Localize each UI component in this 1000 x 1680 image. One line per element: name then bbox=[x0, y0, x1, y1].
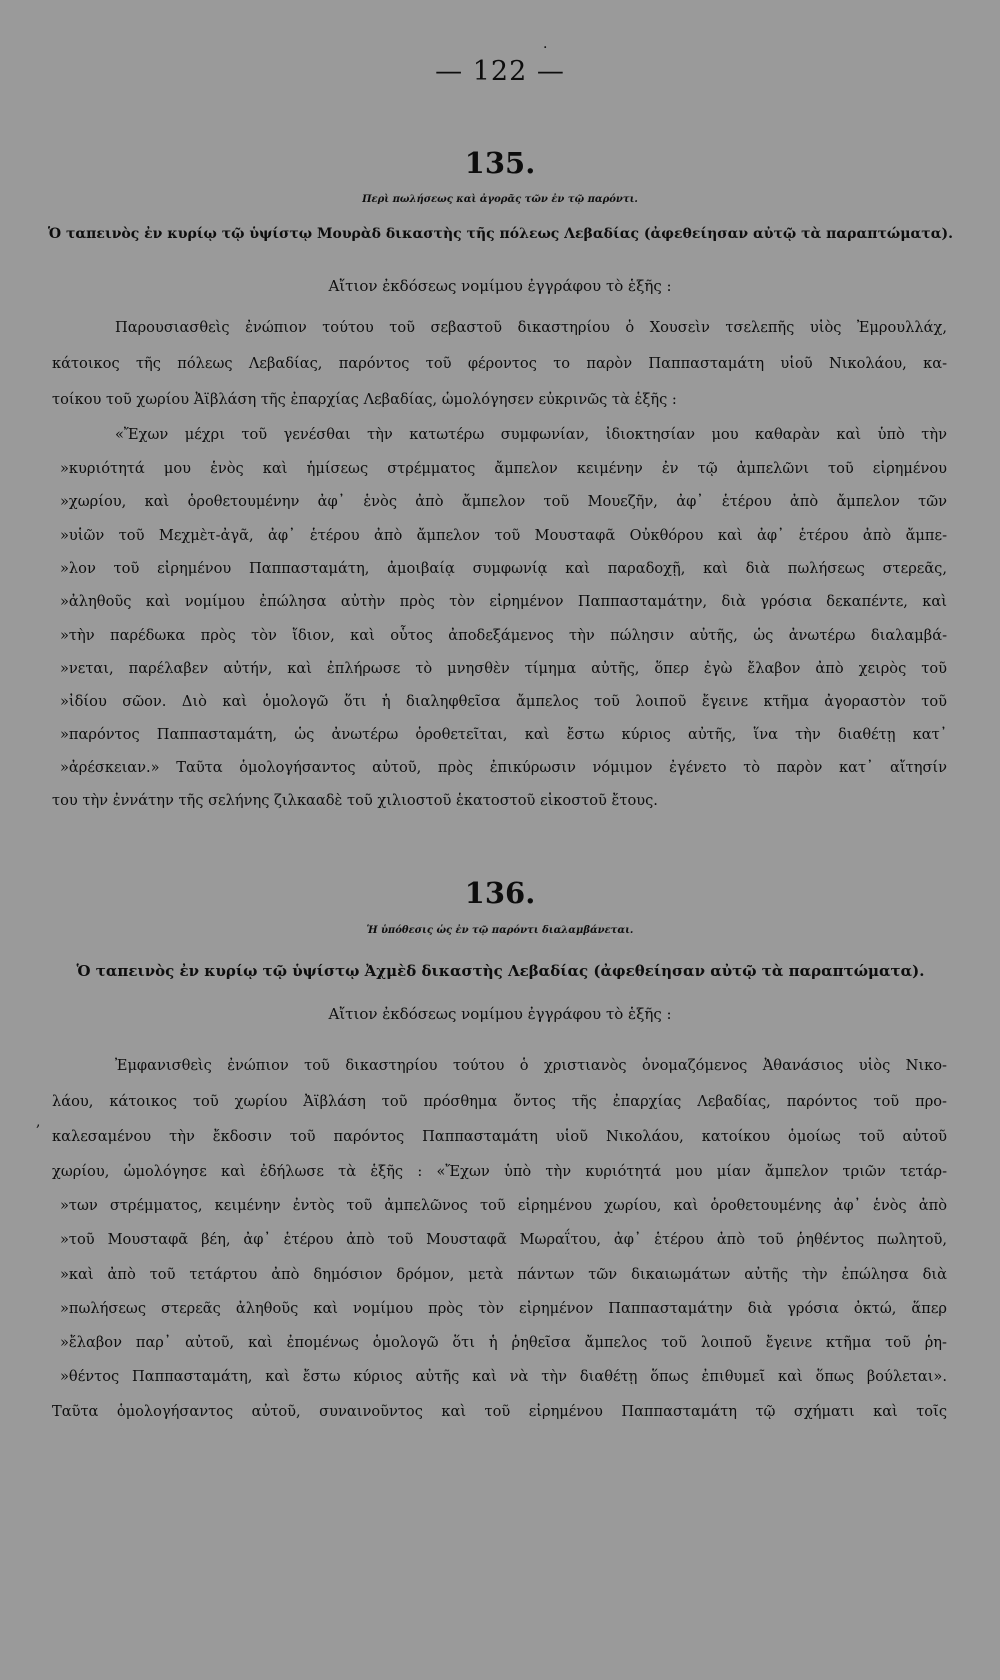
text-line: »θέντος Παππασταμάτη, καὶ ἔστω κύριος αὐτῆς καὶ νὰ τὴν διαθέτῃ ὅπως ἐπιθυμεῖ καὶ ὅπως βούλεται». bbox=[60, 1368, 947, 1385]
text-line: του τὴν ἐννάτην τῆς σελήνης ζιλκααδὲ τοῦ χιλιοστοῦ ἑκατοστοῦ εἰκοστοῦ ἔτους. bbox=[52, 792, 658, 809]
text-line: καλεσαμένου τὴν ἔκδοσιν τοῦ παρόντος Παππασταμάτη υἱοῦ Νικολάου, κατοίκου ὁμοίως τοῦ αὐτοῦ bbox=[52, 1128, 947, 1145]
ink-speck: · bbox=[543, 40, 548, 56]
section-preamble: Αἴτιον ἐκδόσεως νομίμου ἐγγράφου τὸ ἑξῆς : bbox=[328, 277, 672, 295]
page-number: — 122 — bbox=[435, 56, 565, 87]
text-line: Ἐμφανισθεὶς ἐνώπιον τοῦ δικαστηρίου τούτου ὁ χριστιανὸς ὀνομαζόμενος Ἀθανάσιος υἱὸς Νικο- bbox=[115, 1057, 947, 1074]
section-subtitle: Περὶ πωλήσεως καὶ ἀγορᾶς τῶν ἐν τῷ παρόντι. bbox=[362, 194, 638, 205]
section-number: 135. bbox=[464, 146, 536, 180]
text-line: »ἰδίου σῶον. Διὸ καὶ ὁμολογῶ ὅτι ἡ διαληφθεῖσα ἄμπελος τοῦ λοιποῦ ἔγεινε κτῆμα ἀγοραστὸν τοῦ bbox=[60, 693, 947, 710]
text-line: »ἀρέσκειαν.» Ταῦτα ὁμολογήσαντος αὐτοῦ, πρὸς ἐπικύρωσιν νόμιμον ἐγένετο τὸ παρὸν κατ᾽ αἴτησίν bbox=[60, 759, 947, 776]
text-line: »πωλήσεως στερεᾶς ἀληθοῦς καὶ νομίμου πρὸς τὸν εἰρημένον Παππασταμάτην διὰ γρόσια ὀκτώ, ἅπερ bbox=[60, 1300, 947, 1317]
section-number: 136. bbox=[464, 876, 536, 910]
text-line: »νεται, παρέλαβεν αὐτήν, καὶ ἐπλήρωσε τὸ μνησθὲν τίμημα αὐτῆς, ὅπερ ἐγὼ ἔλαβον ἀπὸ χειρὸς τοῦ bbox=[60, 660, 947, 677]
text-line: κάτοικος τῆς πόλεως Λεβαδίας, παρόντος τοῦ φέροντος το παρὸν Παππασταμάτη υἱοῦ Νικολάου, κα- bbox=[52, 355, 947, 372]
text-line: »τὴν παρέδωκα πρὸς τὸν ἴδιον, καὶ οὗτος ἀποδεξάμενος τὴν πώλησιν αὐτῆς, ὡς ἀνωτέρω διαλαμβά- bbox=[60, 627, 947, 644]
text-line: »υἱῶν τοῦ Μεχμὲτ-ἀγᾶ, ἀφ᾽ ἑτέρου ἀπὸ ἄμπελον τοῦ Μουσταφᾶ Οὐκθόρου καὶ ἀφ᾽ ἑτέρου ἀπὸ ἄμπε- bbox=[60, 527, 947, 544]
text-line: λάου, κάτοικος τοῦ χωρίου Ἀϊβλάση τοῦ πρόσθημα ὄντος τῆς ἐπαρχίας Λεβαδίας, παρόντος τοῦ προ- bbox=[52, 1093, 947, 1110]
text-line: »ἀληθοῦς καὶ νομίμου ἐπώλησα αὐτὴν πρὸς τὸν εἰρημένον Παππασταμάτην, διὰ γρόσια δεκαπέντε, καὶ bbox=[60, 593, 947, 610]
section-heading: Ὁ ταπεινὸς ἐν κυρίῳ τῷ ὑψίστῳ Ἀχμὲδ δικαστὴς Λεβαδίας (ἀφεθείησαν αὐτῷ τὰ παραπτώματα). bbox=[76, 962, 925, 980]
text-line: »λον τοῦ εἰρημένου Παππασταμάτη, ἀμοιβαίᾳ συμφωνίᾳ καὶ παραδοχῇ, καὶ διὰ πωλήσεως στερεᾶς, bbox=[60, 560, 947, 577]
text-line: Ταῦτα ὁμολογήσαντος αὐτοῦ, συναινοῦντος καὶ τοῦ εἰρημένου Παππασταμάτη τῷ σχήματι καὶ τοῖς bbox=[52, 1403, 947, 1420]
text-line: Παρουσιασθεὶς ἐνώπιον τούτου τοῦ σεβαστοῦ δικαστηρίου ὁ Χουσεὶν τσελεπῆς υἱὸς Ἐμρουλλάχ, bbox=[115, 319, 947, 336]
section-subtitle: Ἡ ὑπόθεσις ὡς ἐν τῷ παρόντι διαλαμβάνεται. bbox=[366, 925, 634, 936]
text-line: »χωρίου, καὶ ὁροθετουμένην ἀφ᾽ ἑνὸς ἀπὸ ἄμπελον τοῦ Μουεζῆν, ἀφ᾽ ἑτέρου ἀπὸ ἄμπελον τῶν bbox=[60, 493, 947, 510]
section-heading: Ὁ ταπεινὸς ἐν κυρίῳ τῷ ὑψίστῳ Μουρὰδ δικαστὴς τῆς πόλεως Λεβαδίας (ἀφεθείησαν αὐτῷ τὰ παραπτώματα). bbox=[48, 226, 953, 242]
text-line: »τοῦ Μουσταφᾶ βέη, ἀφ᾽ ἑτέρου ἀπὸ τοῦ Μουσταφᾶ Μωραΐτου, ἀφ᾽ ἑτέρου ἀπὸ τοῦ ῥηθέντος πωλητοῦ, bbox=[60, 1231, 947, 1248]
section-preamble: Αἴτιον ἐκδόσεως νομίμου ἐγγράφου τὸ ἑξῆς : bbox=[328, 1005, 672, 1023]
text-line: «Ἔχων μέχρι τοῦ γενέσθαι τὴν κατωτέρω συμφωνίαν, ἰδιοκτησίαν μου καθαρὰν καὶ ὑπὸ τὴν bbox=[115, 426, 947, 443]
text-line: »καὶ ἀπὸ τοῦ τετάρτου ἀπὸ δημόσιον δρόμον, μετὰ πάντων τῶν δικαιωμάτων αὐτῆς τὴν ἐπώλησα διὰ bbox=[60, 1266, 947, 1283]
text-line: τοίκου τοῦ χωρίου Ἀϊβλάση τῆς ἐπαρχίας Λεβαδίας, ὡμολόγησεν εὐκρινῶς τὰ ἑξῆς : bbox=[52, 391, 677, 408]
text-line: »ἔλαβον παρ᾽ αὐτοῦ, καὶ ἐπομένως ὁμολογῶ ὅτι ἡ ῥηθεῖσα ἄμπελος τοῦ λοιποῦ ἔγεινε κτῆμα τοῦ ῥη- bbox=[60, 1334, 947, 1351]
text-line: »κυριότητά μου ἑνὸς καὶ ἡμίσεως στρέμματος ἄμπελον κειμένην ἐν τῷ ἀμπελῶνι τοῦ εἰρημένου bbox=[60, 460, 947, 477]
text-line: »των στρέμματος, κειμένην ἐντὸς τοῦ ἀμπελῶνος τοῦ εἰρημένου χωρίου, καὶ ὁροθετουμένης ἀφ᾽ ἑνὸς ἀπὸ bbox=[60, 1197, 947, 1214]
margin-mark: , bbox=[36, 1114, 41, 1130]
text-line: »παρόντος Παππασταμάτη, ὡς ἀνωτέρω ὁροθετεῖται, καὶ ἔστω κύριος αὐτῆς, ἵνα τὴν διαθέτῃ κατ᾽ bbox=[60, 726, 947, 743]
text-line: χωρίου, ὡμολόγησε καὶ ἐδήλωσε τὰ ἑξῆς : «Ἔχων ὑπὸ τὴν κυριότητά μου μίαν ἄμπελον τριῶν τετάρ- bbox=[52, 1163, 947, 1180]
